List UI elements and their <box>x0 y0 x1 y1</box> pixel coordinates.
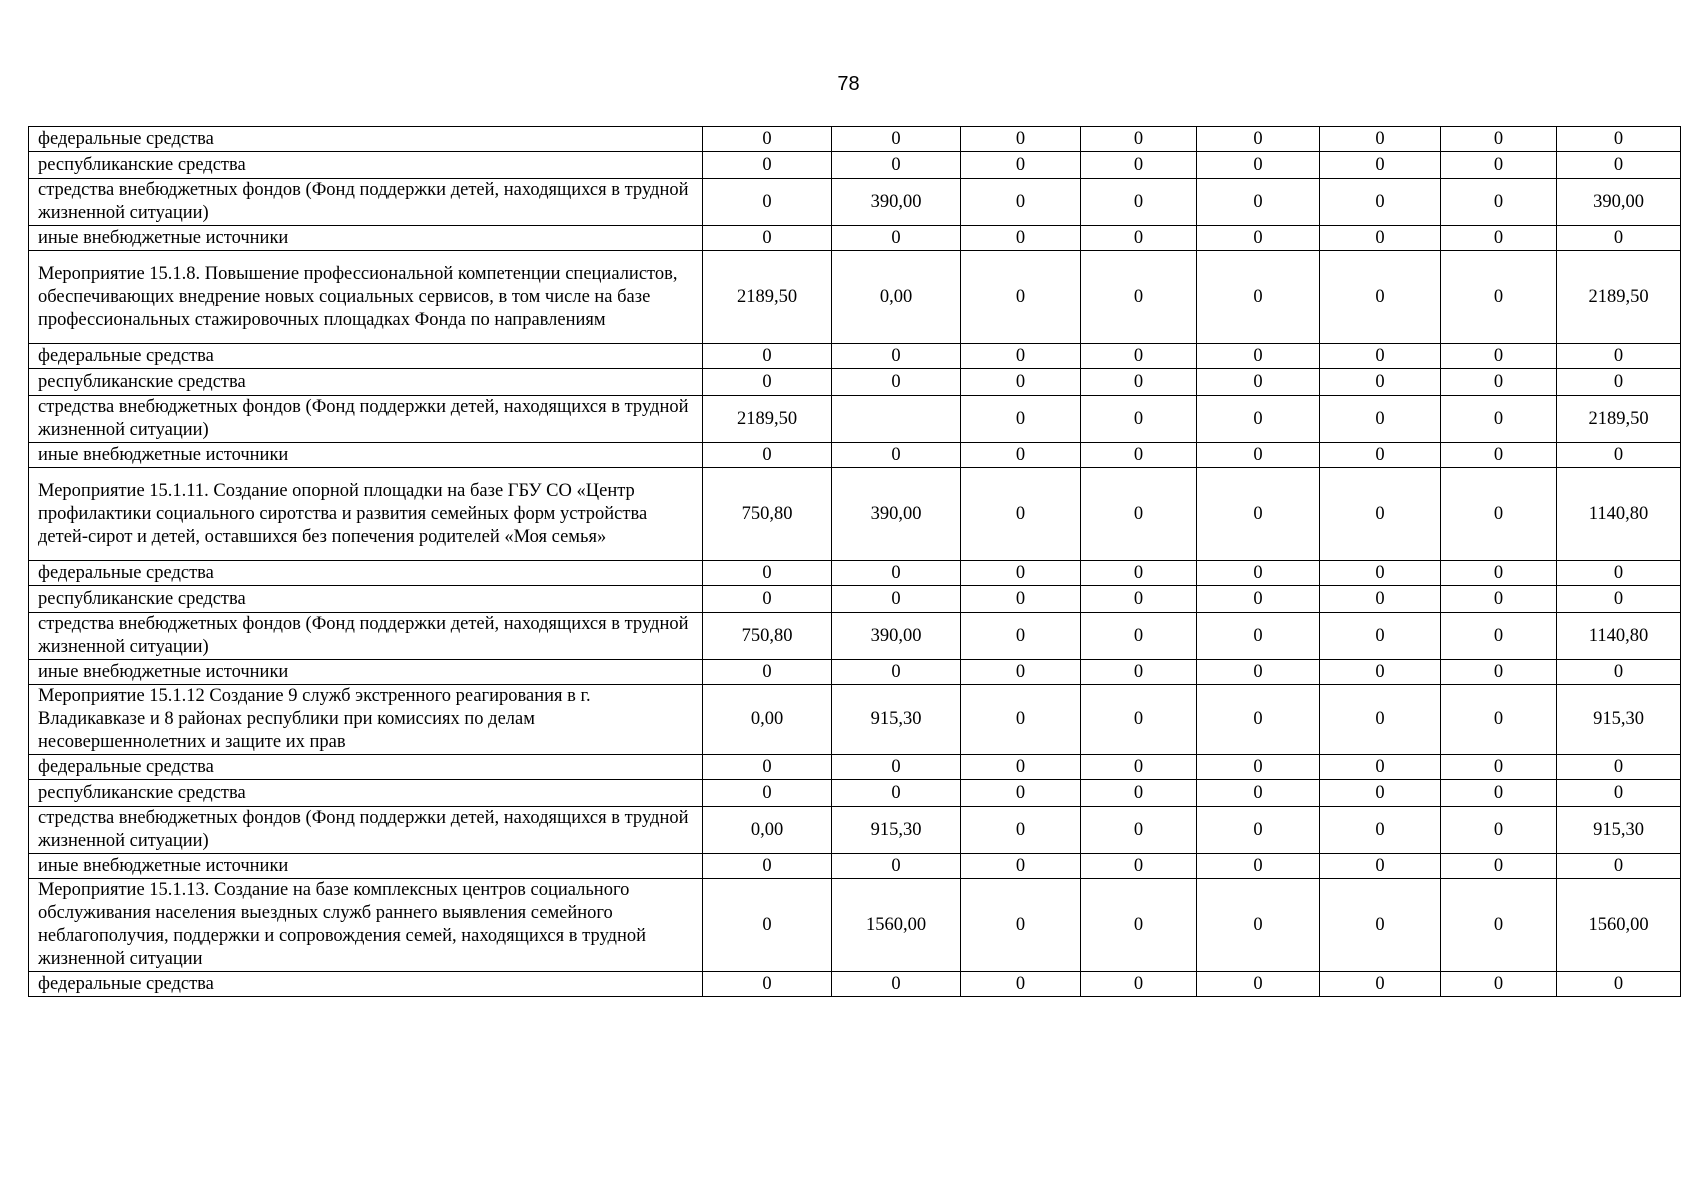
value-cell: 0 <box>1557 755 1681 780</box>
value-cell: 0 <box>1197 396 1320 443</box>
value-cell: 0 <box>961 685 1081 755</box>
value-cell: 0 <box>1081 807 1197 854</box>
value-cell: 0 <box>1197 561 1320 586</box>
value-cell: 0 <box>1197 468 1320 561</box>
value-cell: 0 <box>961 152 1081 179</box>
value-cell: 0 <box>1320 443 1441 468</box>
value-cell: 1140,80 <box>1557 468 1681 561</box>
value-cell: 0 <box>703 561 832 586</box>
value-cell: 0 <box>1197 613 1320 660</box>
value-cell: 0 <box>961 396 1081 443</box>
value-cell: 0 <box>1320 369 1441 396</box>
value-cell: 0 <box>1197 344 1320 369</box>
table-row <box>29 586 1681 613</box>
value-cell: 0 <box>1557 127 1681 152</box>
table-row <box>29 179 1681 226</box>
value-cell: 0 <box>1557 369 1681 396</box>
value-cell: 0 <box>1557 344 1681 369</box>
value-cell: 0 <box>961 369 1081 396</box>
row-label-cell: республиканские средства <box>29 780 703 807</box>
row-label-cell: республиканские средства <box>29 152 703 179</box>
value-cell: 0 <box>1441 685 1557 755</box>
value-cell: 0,00 <box>832 251 961 344</box>
value-cell: 0 <box>961 613 1081 660</box>
value-cell: 0,00 <box>703 685 832 755</box>
value-cell: 0 <box>1441 127 1557 152</box>
value-cell: 0 <box>1081 660 1197 685</box>
value-cell: 750,80 <box>703 613 832 660</box>
row-label-cell: Мероприятие 15.1.13. Создание на базе комплексных центров социального обслуживания населения выездных служб раннего выявления семейного неблагополучия, поддержки и сопровождения семей, находящихся в трудной жизненной ситуации <box>29 879 703 972</box>
value-cell: 0 <box>961 807 1081 854</box>
row-label-cell: федеральные средства <box>29 127 703 152</box>
value-cell: 390,00 <box>832 179 961 226</box>
value-cell: 0 <box>1441 854 1557 879</box>
value-cell: 0 <box>1441 344 1557 369</box>
value-cell: 0 <box>1197 660 1320 685</box>
row-label-cell: Мероприятие 15.1.8. Повышение профессиональной компетенции специалистов, обеспечивающих внедрение новых социальных сервисов, в том числе на базе профессиональных стажировочных площадках Фонда по направлениям <box>29 251 703 344</box>
value-cell: 0 <box>1081 443 1197 468</box>
value-cell: 0 <box>703 755 832 780</box>
value-cell: 0 <box>961 179 1081 226</box>
value-cell: 0 <box>1081 179 1197 226</box>
value-cell: 0 <box>1320 613 1441 660</box>
row-label-cell: иные внебюджетные источники <box>29 226 703 251</box>
value-cell: 0 <box>1081 369 1197 396</box>
row-label-cell: стредства внебюджетных фондов (Фонд поддержки детей, находящихся в трудной жизненной ситуации) <box>29 179 703 226</box>
value-cell: 0 <box>1081 226 1197 251</box>
value-cell: 0 <box>832 780 961 807</box>
value-cell: 1140,80 <box>1557 613 1681 660</box>
value-cell: 0 <box>1320 972 1441 997</box>
table-row <box>29 561 1681 586</box>
value-cell: 0 <box>1197 179 1320 226</box>
value-cell: 0 <box>1081 251 1197 344</box>
value-cell: 0 <box>703 369 832 396</box>
value-cell: 0 <box>703 443 832 468</box>
value-cell: 0 <box>1320 780 1441 807</box>
value-cell: 0 <box>1197 127 1320 152</box>
value-cell: 0 <box>1320 854 1441 879</box>
value-cell: 915,30 <box>832 685 961 755</box>
value-cell: 0 <box>1557 972 1681 997</box>
row-label-cell: иные внебюджетные источники <box>29 854 703 879</box>
table-row <box>29 396 1681 443</box>
value-cell: 2189,50 <box>1557 396 1681 443</box>
value-cell: 0 <box>961 879 1081 972</box>
value-cell: 0 <box>1320 468 1441 561</box>
value-cell: 0 <box>1320 807 1441 854</box>
table-row <box>29 854 1681 879</box>
value-cell: 0 <box>1081 468 1197 561</box>
value-cell: 0 <box>703 660 832 685</box>
value-cell: 0 <box>703 972 832 997</box>
budget-table <box>28 126 1681 997</box>
value-cell: 0 <box>703 127 832 152</box>
value-cell: 0 <box>1320 396 1441 443</box>
row-label-cell: Мероприятие 15.1.11. Создание опорной площадки на базе ГБУ СО «Центр профилактики социального сиротства и развития семейных форм устройства детей-сирот и детей, оставшихся без попечения родителей «Моя семья» <box>29 468 703 561</box>
value-cell: 0 <box>703 226 832 251</box>
value-cell: 0 <box>1441 443 1557 468</box>
value-cell: 0 <box>1081 879 1197 972</box>
table-row <box>29 660 1681 685</box>
row-label-cell: стредства внебюджетных фондов (Фонд поддержки детей, находящихся в трудной жизненной ситуации) <box>29 807 703 854</box>
value-cell: 0 <box>1197 807 1320 854</box>
value-cell: 390,00 <box>1557 179 1681 226</box>
value-cell: 0 <box>1081 561 1197 586</box>
value-cell: 0 <box>832 127 961 152</box>
table-row <box>29 127 1681 152</box>
value-cell: 0 <box>1441 396 1557 443</box>
value-cell: 2189,50 <box>703 396 832 443</box>
value-cell: 915,30 <box>832 807 961 854</box>
table-row <box>29 780 1681 807</box>
value-cell: 0 <box>1441 251 1557 344</box>
value-cell: 0 <box>1197 251 1320 344</box>
value-cell: 0 <box>1557 443 1681 468</box>
value-cell: 390,00 <box>832 613 961 660</box>
row-label-cell: федеральные средства <box>29 972 703 997</box>
value-cell: 0 <box>832 972 961 997</box>
value-cell: 0 <box>1197 226 1320 251</box>
value-cell: 0 <box>703 879 832 972</box>
table-row <box>29 468 1681 561</box>
value-cell: 0 <box>1197 443 1320 468</box>
row-label-cell: федеральные средства <box>29 561 703 586</box>
value-cell: 0 <box>961 854 1081 879</box>
table-row <box>29 251 1681 344</box>
value-cell: 0 <box>832 369 961 396</box>
value-cell: 0 <box>1197 685 1320 755</box>
table-row <box>29 443 1681 468</box>
table-body <box>29 127 1681 997</box>
value-cell: 0 <box>961 443 1081 468</box>
value-cell: 0 <box>832 344 961 369</box>
value-cell: 0 <box>961 226 1081 251</box>
value-cell: 0 <box>1197 755 1320 780</box>
value-cell: 0 <box>1320 755 1441 780</box>
value-cell: 0 <box>1557 226 1681 251</box>
value-cell: 0 <box>703 344 832 369</box>
value-cell: 0 <box>1197 780 1320 807</box>
value-cell: 0 <box>961 468 1081 561</box>
value-cell: 0 <box>961 660 1081 685</box>
value-cell: 0 <box>1197 586 1320 613</box>
value-cell: 0 <box>1441 226 1557 251</box>
value-cell: 0 <box>832 152 961 179</box>
value-cell: 0,00 <box>703 807 832 854</box>
table-row <box>29 807 1681 854</box>
row-label-cell: федеральные средства <box>29 755 703 780</box>
value-cell: 0 <box>1441 807 1557 854</box>
value-cell: 1560,00 <box>832 879 961 972</box>
value-cell: 0 <box>1081 685 1197 755</box>
table-row <box>29 755 1681 780</box>
value-cell: 0 <box>1441 152 1557 179</box>
value-cell: 0 <box>1441 780 1557 807</box>
value-cell: 0 <box>1320 561 1441 586</box>
row-label-cell: стредства внебюджетных фондов (Фонд поддержки детей, находящихся в трудной жизненной ситуации) <box>29 396 703 443</box>
value-cell: 2189,50 <box>1557 251 1681 344</box>
value-cell <box>832 396 961 443</box>
value-cell: 0 <box>1557 780 1681 807</box>
value-cell: 0 <box>1081 854 1197 879</box>
value-cell: 1560,00 <box>1557 879 1681 972</box>
value-cell: 0 <box>1320 660 1441 685</box>
value-cell: 0 <box>961 972 1081 997</box>
value-cell: 0 <box>961 586 1081 613</box>
value-cell: 0 <box>1197 152 1320 179</box>
row-label-cell: иные внебюджетные источники <box>29 660 703 685</box>
value-cell: 0 <box>1320 251 1441 344</box>
value-cell: 0 <box>1441 755 1557 780</box>
value-cell: 0 <box>832 854 961 879</box>
table-row <box>29 344 1681 369</box>
row-label-cell: федеральные средства <box>29 344 703 369</box>
value-cell: 750,80 <box>703 468 832 561</box>
value-cell: 0 <box>832 586 961 613</box>
value-cell: 0 <box>1441 972 1557 997</box>
value-cell: 0 <box>1320 179 1441 226</box>
value-cell: 0 <box>1320 586 1441 613</box>
value-cell: 0 <box>961 344 1081 369</box>
value-cell: 0 <box>1557 854 1681 879</box>
value-cell: 0 <box>1320 879 1441 972</box>
value-cell: 0 <box>832 226 961 251</box>
value-cell: 0 <box>1320 685 1441 755</box>
value-cell: 0 <box>1320 127 1441 152</box>
value-cell: 0 <box>1557 561 1681 586</box>
value-cell: 0 <box>1197 369 1320 396</box>
value-cell: 0 <box>1441 369 1557 396</box>
value-cell: 0 <box>1320 226 1441 251</box>
value-cell: 0 <box>1081 344 1197 369</box>
value-cell: 0 <box>1441 660 1557 685</box>
value-cell: 0 <box>1441 586 1557 613</box>
value-cell: 0 <box>703 179 832 226</box>
value-cell: 0 <box>1081 396 1197 443</box>
value-cell: 0 <box>832 561 961 586</box>
value-cell: 0 <box>1081 127 1197 152</box>
value-cell: 390,00 <box>832 468 961 561</box>
row-label-cell: республиканские средства <box>29 369 703 396</box>
table-row <box>29 613 1681 660</box>
value-cell: 2189,50 <box>703 251 832 344</box>
value-cell: 0 <box>961 561 1081 586</box>
value-cell: 0 <box>1081 586 1197 613</box>
value-cell: 0 <box>703 586 832 613</box>
row-label-cell: стредства внебюджетных фондов (Фонд поддержки детей, находящихся в трудной жизненной ситуации) <box>29 613 703 660</box>
value-cell: 0 <box>1557 586 1681 613</box>
value-cell: 0 <box>1081 972 1197 997</box>
table-row <box>29 152 1681 179</box>
value-cell: 915,30 <box>1557 807 1681 854</box>
value-cell: 0 <box>1441 613 1557 660</box>
row-label-cell: иные внебюджетные источники <box>29 443 703 468</box>
table-row <box>29 972 1681 997</box>
value-cell: 0 <box>1557 152 1681 179</box>
value-cell: 0 <box>1441 561 1557 586</box>
table-row <box>29 369 1681 396</box>
value-cell: 0 <box>703 854 832 879</box>
value-cell: 0 <box>1197 854 1320 879</box>
page-number: 78 <box>837 73 860 95</box>
value-cell: 0 <box>703 152 832 179</box>
value-cell: 0 <box>1081 613 1197 660</box>
row-label-cell: республиканские средства <box>29 586 703 613</box>
value-cell: 0 <box>1441 879 1557 972</box>
value-cell: 0 <box>1441 468 1557 561</box>
value-cell: 0 <box>1320 152 1441 179</box>
value-cell: 0 <box>1081 780 1197 807</box>
value-cell: 0 <box>703 780 832 807</box>
value-cell: 0 <box>1197 879 1320 972</box>
value-cell: 0 <box>1441 179 1557 226</box>
row-label-cell: Мероприятие 15.1.12 Создание 9 служб экстренного реагирования в г. Владикавказе и 8 районах республики при комиссиях по делам несовершеннолетних и защите их прав <box>29 685 703 755</box>
value-cell: 0 <box>961 780 1081 807</box>
value-cell: 0 <box>1320 344 1441 369</box>
value-cell: 0 <box>832 660 961 685</box>
value-cell: 0 <box>832 443 961 468</box>
value-cell: 0 <box>961 127 1081 152</box>
table-row <box>29 226 1681 251</box>
table-row <box>29 879 1681 972</box>
value-cell: 0 <box>961 755 1081 780</box>
value-cell: 0 <box>1557 660 1681 685</box>
value-cell: 915,30 <box>1557 685 1681 755</box>
value-cell: 0 <box>1081 755 1197 780</box>
value-cell: 0 <box>1197 972 1320 997</box>
table-row <box>29 685 1681 755</box>
value-cell: 0 <box>832 755 961 780</box>
value-cell: 0 <box>1081 152 1197 179</box>
value-cell: 0 <box>961 251 1081 344</box>
